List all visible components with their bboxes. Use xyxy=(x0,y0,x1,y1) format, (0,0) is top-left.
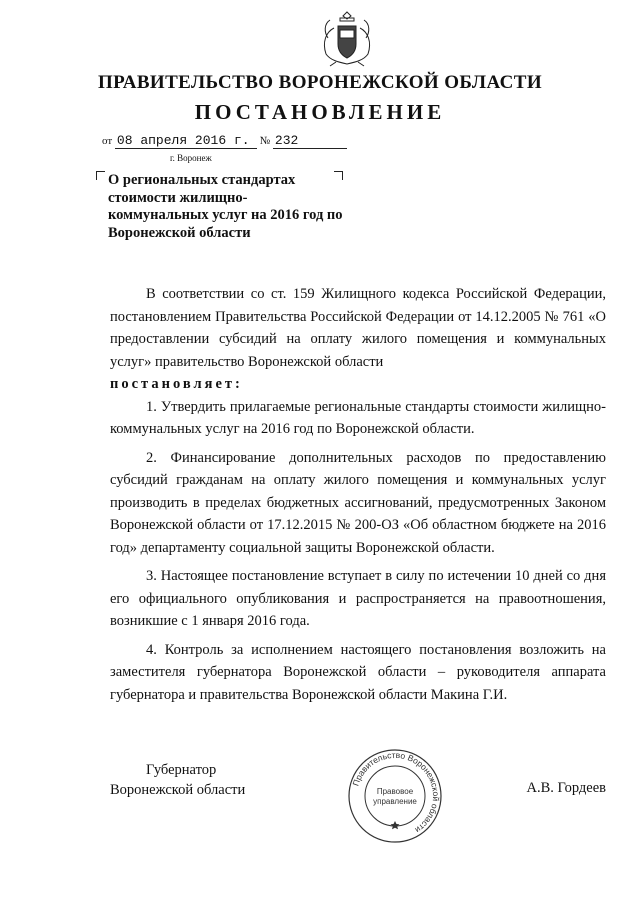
position-line-2: Воронежской области xyxy=(110,782,246,798)
document-number: 232 xyxy=(273,133,347,149)
item-1: 1. Утвердить прилагаемые региональные стандарты стоимости жилищно-коммунальных услуг на 2016 год по Воронежской области. xyxy=(110,398,606,437)
stamp-ring-text: Правительство Воронежской области xyxy=(350,749,442,836)
subject-title: О региональных стандартах стоимости жилищно-коммунальных услуг на 2016 год по Воронежской области xyxy=(108,172,343,241)
coat-of-arms-icon xyxy=(316,8,378,68)
item-3: 3. Настоящее постановление вступает в силу по истечении 10 дней со дня его официального опубликования и распространяется на правоотношения, возникшие с 1 января 2016 года. xyxy=(110,568,606,629)
stamp-center-line-2: управление xyxy=(373,797,417,806)
number-label: № xyxy=(259,135,271,147)
document-date: 08 апреля 2016 г. xyxy=(115,133,257,149)
date-label: от xyxy=(102,135,113,147)
stamp-center-line-1: Правовое xyxy=(376,787,414,796)
resolves-word: постановляет: xyxy=(110,376,243,392)
date-number-line xyxy=(102,133,347,153)
star-icon xyxy=(391,821,400,829)
document-body xyxy=(110,283,606,706)
preamble: В соответствии со ст. 159 Жилищного кодекса Российской Федерации, постановлением Правительства Российской Федерации от 14.12.2005 № 761 «О предоставлении субсидий на оплату жилого помещения и коммунальных услуг» правительство Воронежской области xyxy=(110,286,606,370)
city: г. Воронеж xyxy=(170,153,212,163)
official-stamp xyxy=(346,747,444,845)
position-line-1: Губернатор xyxy=(146,762,217,778)
government-name: ПРАВИТЕЛЬСТВО ВОРОНЕЖСКОЙ ОБЛАСТИ xyxy=(97,72,543,93)
item-2: 2. Финансирование дополнительных расходов по предоставлению субсидий гражданам на оплату жилого помещения и коммунальных услуг производить в пределах бюджетных ассигнований, предусмотренных Законом Воронежской области от 17.12.2015 № 200-ОЗ «Об областном бюджете на 2016 год» департаменту социальной защиты Воронежской области. xyxy=(110,449,606,556)
subject-bracket-left xyxy=(96,171,105,180)
document-type: ПОСТАНОВЛЕНИЕ xyxy=(194,100,446,124)
signatory-name: А.В. Гордеев xyxy=(526,780,606,796)
item-4: 4. Контроль за исполнением настоящего постановления возложить на заместителя губернатора Воронежской области – руководителя аппарата губернатора и правительства Воронежской области Макина Г.И. xyxy=(110,641,606,703)
signatory-position xyxy=(110,760,245,800)
